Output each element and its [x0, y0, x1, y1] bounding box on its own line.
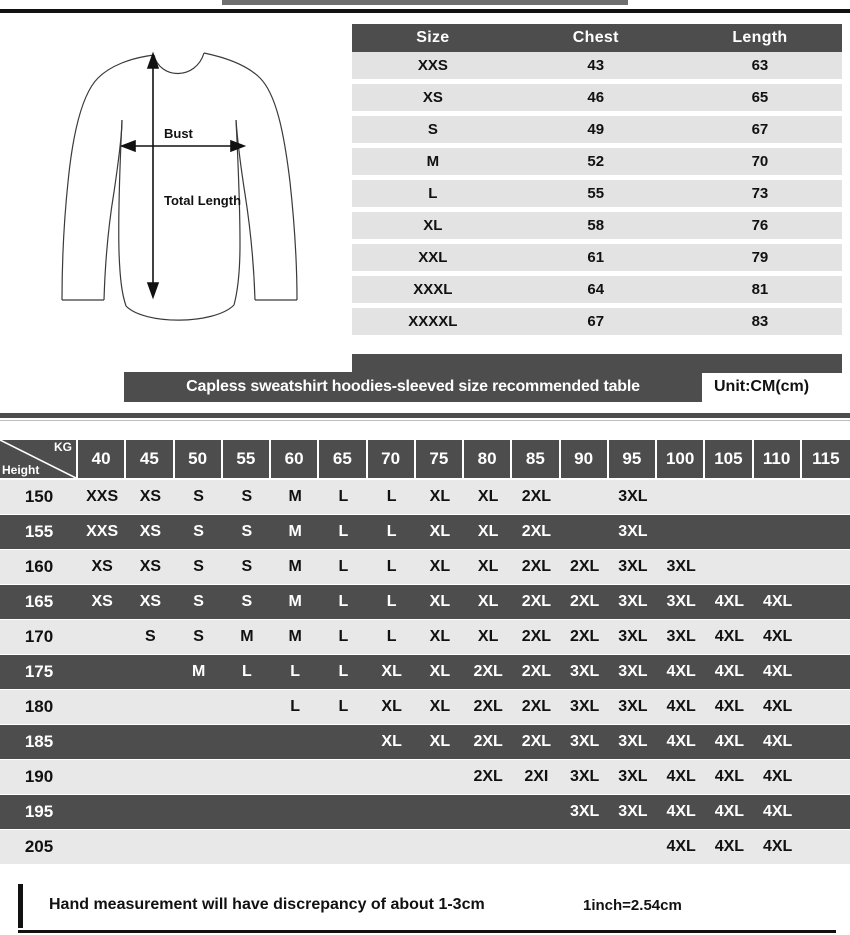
matrix-cell: 3XL — [609, 584, 657, 619]
table-row — [0, 829, 850, 864]
matrix-cell — [416, 829, 464, 864]
matrix-cell — [223, 759, 271, 794]
matrix-weight-header-45: 45 — [126, 440, 174, 480]
matrix-cell: 3XL — [609, 759, 657, 794]
matrix-corner-kg-label: KG — [54, 440, 72, 454]
matrix-cell: M — [271, 549, 319, 584]
matrix-cell — [78, 689, 126, 724]
matrix-height-header-155: 155 — [0, 514, 78, 549]
matrix-cell — [271, 724, 319, 759]
matrix-cell — [78, 829, 126, 864]
matrix-weight-header-115: 115 — [802, 440, 850, 480]
matrix-cell — [561, 514, 609, 549]
size-table-cell-chest: 49 — [514, 116, 678, 143]
total-length-label: Total Length — [164, 193, 242, 208]
table-row — [352, 308, 842, 335]
matrix-cell: XL — [464, 514, 512, 549]
matrix-cell — [78, 759, 126, 794]
matrix-cell: 4XL — [705, 759, 753, 794]
measurement-note-box — [18, 884, 841, 928]
matrix-cell — [271, 759, 319, 794]
matrix-cell: L — [271, 654, 319, 689]
size-table-cell-size: XXXXL — [352, 308, 514, 335]
matrix-cell — [126, 724, 174, 759]
matrix-cell — [368, 794, 416, 829]
matrix-cell — [705, 514, 753, 549]
matrix-cell — [754, 549, 802, 584]
matrix-cell: 2XL — [512, 514, 560, 549]
matrix-cell: L — [368, 549, 416, 584]
long-sleeve-top-diagram — [18, 22, 338, 362]
section-divider-hairline — [0, 420, 850, 421]
matrix-cell — [561, 829, 609, 864]
matrix-height-header-165: 165 — [0, 584, 78, 619]
matrix-cell: 4XL — [657, 689, 705, 724]
bust-label: Bust — [164, 126, 193, 141]
matrix-header-row — [0, 440, 850, 480]
matrix-cell — [802, 654, 850, 689]
matrix-cell: XS — [126, 584, 174, 619]
matrix-cell: XL — [416, 584, 464, 619]
matrix-weight-header-60: 60 — [271, 440, 319, 480]
matrix-cell — [464, 794, 512, 829]
matrix-cell: 3XL — [609, 654, 657, 689]
matrix-cell: 2XL — [561, 584, 609, 619]
matrix-cell: 4XL — [657, 829, 705, 864]
matrix-cell: 4XL — [754, 689, 802, 724]
table-row — [352, 84, 842, 111]
matrix-cell: 2XL — [464, 654, 512, 689]
size-table-header-chest: Chest — [514, 24, 678, 52]
matrix-cell — [319, 794, 367, 829]
matrix-weight-header-55: 55 — [223, 440, 271, 480]
measurement-section — [0, 18, 850, 370]
size-table-cell-chest: 67 — [514, 308, 678, 335]
matrix-cell: S — [175, 584, 223, 619]
matrix-cell: XL — [464, 549, 512, 584]
recommended-table-caption: Capless sweatshirt hoodies-sleeved size recommended table — [124, 372, 702, 402]
matrix-cell: XL — [416, 549, 464, 584]
matrix-weight-header-85: 85 — [512, 440, 560, 480]
size-table-cell-size: M — [352, 148, 514, 175]
matrix-height-header-150: 150 — [0, 480, 78, 514]
matrix-cell: M — [271, 480, 319, 514]
matrix-cell: S — [175, 480, 223, 514]
matrix-cell — [78, 794, 126, 829]
matrix-cell — [368, 829, 416, 864]
matrix-cell: S — [223, 480, 271, 514]
matrix-cell: 2XL — [512, 654, 560, 689]
table-row — [0, 619, 850, 654]
size-table-cell-length: 65 — [678, 84, 842, 111]
matrix-cell: XL — [368, 654, 416, 689]
matrix-height-header-175: 175 — [0, 654, 78, 689]
matrix-height-header-185: 185 — [0, 724, 78, 759]
matrix-cell — [802, 480, 850, 514]
matrix-cell — [319, 829, 367, 864]
matrix-height-header-195: 195 — [0, 794, 78, 829]
size-table-cell-chest: 64 — [514, 276, 678, 303]
size-table-cell-length: 63 — [678, 52, 842, 79]
matrix-weight-header-90: 90 — [561, 440, 609, 480]
matrix-cell — [802, 794, 850, 829]
matrix-cell — [319, 724, 367, 759]
matrix-cell: S — [223, 514, 271, 549]
matrix-cell — [802, 759, 850, 794]
matrix-cell — [416, 759, 464, 794]
matrix-cell — [512, 794, 560, 829]
matrix-cell: XL — [416, 724, 464, 759]
size-table-cell-size: XXL — [352, 244, 514, 271]
table-row — [352, 148, 842, 175]
top-clipped-bar — [222, 0, 628, 5]
inch-conversion-note: 1inch=2.54cm — [583, 897, 682, 914]
matrix-cell: XS — [126, 549, 174, 584]
matrix-cell — [126, 829, 174, 864]
size-table-cell-chest: 46 — [514, 84, 678, 111]
matrix-cell — [802, 549, 850, 584]
matrix-cell: 2XL — [464, 724, 512, 759]
matrix-cell: 3XL — [609, 724, 657, 759]
matrix-cell: 3XL — [609, 689, 657, 724]
matrix-cell: XL — [416, 480, 464, 514]
top-divider-rule — [0, 9, 850, 13]
matrix-cell: 4XL — [754, 654, 802, 689]
matrix-cell — [754, 480, 802, 514]
size-table-cell-size: XXS — [352, 52, 514, 79]
matrix-cell — [464, 829, 512, 864]
matrix-cell — [223, 794, 271, 829]
matrix-cell — [561, 480, 609, 514]
matrix-weight-header-40: 40 — [78, 440, 126, 480]
matrix-cell: M — [175, 654, 223, 689]
matrix-height-header-180: 180 — [0, 689, 78, 724]
matrix-cell: 3XL — [609, 619, 657, 654]
matrix-cell: XS — [126, 514, 174, 549]
matrix-cell: 4XL — [754, 584, 802, 619]
size-table-cell-size: XS — [352, 84, 514, 111]
matrix-cell: 3XL — [561, 759, 609, 794]
matrix-cell: L — [368, 619, 416, 654]
table-row — [0, 689, 850, 724]
matrix-cell: 4XL — [705, 584, 753, 619]
matrix-cell — [271, 794, 319, 829]
size-table-cell-chest: 43 — [514, 52, 678, 79]
matrix-cell — [368, 759, 416, 794]
note-bottom-rule — [18, 930, 836, 933]
matrix-cell: L — [319, 689, 367, 724]
matrix-cell: XS — [78, 584, 126, 619]
matrix-cell: 2XL — [512, 584, 560, 619]
matrix-weight-header-110: 110 — [754, 440, 802, 480]
table-row — [352, 276, 842, 303]
size-table-cell-size: XL — [352, 212, 514, 239]
matrix-cell: XL — [416, 514, 464, 549]
size-table-header-row — [352, 24, 842, 52]
matrix-table — [0, 440, 850, 864]
matrix-cell: XL — [464, 619, 512, 654]
matrix-weight-header-70: 70 — [368, 440, 416, 480]
matrix-weight-header-75: 75 — [416, 440, 464, 480]
size-table-cell-size: L — [352, 180, 514, 207]
size-table-cell-length: 70 — [678, 148, 842, 175]
garment-illustration — [18, 22, 338, 362]
matrix-cell — [657, 514, 705, 549]
matrix-cell: L — [368, 584, 416, 619]
matrix-cell: XL — [416, 689, 464, 724]
matrix-cell: M — [271, 584, 319, 619]
matrix-cell — [754, 514, 802, 549]
size-table-cell-length: 81 — [678, 276, 842, 303]
matrix-cell: 2XL — [512, 724, 560, 759]
unit-label: Unit:CM(cm) — [714, 378, 810, 395]
matrix-cell — [78, 619, 126, 654]
matrix-cell: XL — [416, 654, 464, 689]
matrix-height-header-205: 205 — [0, 829, 78, 864]
matrix-cell: L — [319, 654, 367, 689]
matrix-cell: 2XL — [561, 549, 609, 584]
matrix-weight-header-80: 80 — [464, 440, 512, 480]
matrix-cell: 4XL — [754, 724, 802, 759]
matrix-corner-cell — [0, 440, 78, 480]
matrix-cell: M — [223, 619, 271, 654]
matrix-cell: 2XL — [512, 480, 560, 514]
table-row — [352, 212, 842, 239]
table-row — [0, 794, 850, 829]
matrix-cell: 3XL — [609, 549, 657, 584]
matrix-cell: L — [319, 619, 367, 654]
matrix-cell: L — [368, 514, 416, 549]
matrix-cell: L — [271, 689, 319, 724]
table-row — [352, 180, 842, 207]
table-row — [0, 654, 850, 689]
matrix-cell: L — [368, 480, 416, 514]
matrix-cell: XL — [416, 619, 464, 654]
matrix-cell — [126, 794, 174, 829]
discrepancy-note: Hand measurement will have discrepancy of about 1-3cm — [49, 896, 485, 913]
matrix-cell — [609, 829, 657, 864]
size-table-cell-chest: 55 — [514, 180, 678, 207]
matrix-cell — [175, 794, 223, 829]
matrix-cell — [802, 724, 850, 759]
size-table-cell-chest: 61 — [514, 244, 678, 271]
matrix-weight-header-65: 65 — [319, 440, 367, 480]
size-measurement-table — [352, 24, 842, 335]
matrix-cell: M — [271, 514, 319, 549]
matrix-cell: 4XL — [754, 794, 802, 829]
height-weight-size-matrix — [0, 440, 850, 864]
matrix-cell — [319, 759, 367, 794]
matrix-cell: 2XL — [512, 619, 560, 654]
matrix-weight-header-95: 95 — [609, 440, 657, 480]
matrix-cell: 2XL — [512, 689, 560, 724]
table-row — [352, 52, 842, 79]
matrix-cell: 4XL — [705, 689, 753, 724]
size-table-cell-chest: 58 — [514, 212, 678, 239]
matrix-cell: 3XL — [609, 794, 657, 829]
matrix-cell — [175, 724, 223, 759]
matrix-cell: 4XL — [705, 619, 753, 654]
size-table-cell-length: 79 — [678, 244, 842, 271]
table-row — [352, 244, 842, 271]
matrix-cell: M — [271, 619, 319, 654]
matrix-cell — [271, 829, 319, 864]
matrix-cell: 3XL — [561, 689, 609, 724]
matrix-cell — [416, 794, 464, 829]
size-table-cell-length: 67 — [678, 116, 842, 143]
matrix-cell — [802, 829, 850, 864]
matrix-cell: XS — [78, 549, 126, 584]
matrix-cell: XL — [464, 480, 512, 514]
matrix-weight-header-50: 50 — [175, 440, 223, 480]
size-table-header-size: Size — [352, 24, 514, 52]
matrix-cell: XL — [368, 724, 416, 759]
matrix-cell: 4XL — [754, 759, 802, 794]
matrix-cell — [78, 724, 126, 759]
matrix-cell — [175, 689, 223, 724]
size-table-header-length: Length — [678, 24, 842, 52]
section-divider-rule — [0, 413, 850, 418]
table-row — [0, 549, 850, 584]
matrix-cell — [802, 619, 850, 654]
table-row — [352, 116, 842, 143]
matrix-cell: 3XL — [561, 794, 609, 829]
matrix-cell: 2XL — [464, 759, 512, 794]
matrix-height-header-190: 190 — [0, 759, 78, 794]
matrix-cell: 3XL — [657, 584, 705, 619]
matrix-cell: 4XL — [657, 654, 705, 689]
matrix-cell — [175, 759, 223, 794]
matrix-cell: S — [175, 549, 223, 584]
matrix-cell: 3XL — [609, 514, 657, 549]
size-table-footer-bar — [352, 354, 842, 373]
size-table-cell-size: XXXL — [352, 276, 514, 303]
matrix-cell — [223, 689, 271, 724]
matrix-cell: XXS — [78, 514, 126, 549]
size-table-cell-length: 73 — [678, 180, 842, 207]
matrix-cell: 4XL — [705, 829, 753, 864]
matrix-cell: 3XL — [609, 480, 657, 514]
matrix-cell: 2XL — [512, 549, 560, 584]
matrix-cell — [705, 549, 753, 584]
table-row — [0, 584, 850, 619]
matrix-cell — [705, 480, 753, 514]
matrix-cell: 4XL — [705, 794, 753, 829]
matrix-weight-header-100: 100 — [657, 440, 705, 480]
matrix-cell — [126, 689, 174, 724]
matrix-cell — [78, 654, 126, 689]
matrix-cell — [126, 654, 174, 689]
matrix-cell — [657, 480, 705, 514]
matrix-cell — [223, 724, 271, 759]
matrix-cell — [126, 759, 174, 794]
size-table-cell-length: 76 — [678, 212, 842, 239]
table-row — [0, 514, 850, 549]
matrix-cell: 2XL — [561, 619, 609, 654]
matrix-cell: 3XL — [561, 724, 609, 759]
matrix-cell: S — [175, 514, 223, 549]
matrix-cell: 4XL — [657, 794, 705, 829]
matrix-cell: 4XL — [657, 724, 705, 759]
matrix-cell: L — [319, 514, 367, 549]
matrix-cell: XXS — [78, 480, 126, 514]
matrix-cell — [802, 584, 850, 619]
matrix-cell: 2XI — [512, 759, 560, 794]
matrix-cell: S — [126, 619, 174, 654]
matrix-cell — [802, 689, 850, 724]
table-row — [0, 480, 850, 514]
matrix-cell: 4XL — [754, 829, 802, 864]
matrix-cell: S — [175, 619, 223, 654]
caption-band — [0, 372, 850, 402]
matrix-cell: L — [319, 584, 367, 619]
matrix-cell: 4XL — [705, 724, 753, 759]
matrix-cell — [512, 829, 560, 864]
matrix-corner-height-label: Height — [2, 463, 40, 477]
matrix-weight-header-105: 105 — [705, 440, 753, 480]
matrix-height-header-170: 170 — [0, 619, 78, 654]
matrix-cell: XL — [368, 689, 416, 724]
size-table-cell-chest: 52 — [514, 148, 678, 175]
matrix-cell: S — [223, 549, 271, 584]
matrix-cell — [802, 514, 850, 549]
matrix-height-header-160: 160 — [0, 549, 78, 584]
matrix-cell: L — [223, 654, 271, 689]
matrix-cell: 3XL — [657, 619, 705, 654]
matrix-cell: L — [319, 480, 367, 514]
matrix-cell: 2XL — [464, 689, 512, 724]
size-table-cell-length: 83 — [678, 308, 842, 335]
matrix-cell: 4XL — [754, 619, 802, 654]
matrix-cell — [175, 829, 223, 864]
matrix-cell: XL — [464, 584, 512, 619]
matrix-cell: 3XL — [561, 654, 609, 689]
matrix-cell: S — [223, 584, 271, 619]
matrix-cell: XS — [126, 480, 174, 514]
size-table-cell-size: S — [352, 116, 514, 143]
table-row — [0, 759, 850, 794]
matrix-cell: 4XL — [705, 654, 753, 689]
matrix-cell — [223, 829, 271, 864]
matrix-cell: L — [319, 549, 367, 584]
matrix-cell: 3XL — [657, 549, 705, 584]
matrix-cell: 4XL — [657, 759, 705, 794]
table-row — [0, 724, 850, 759]
